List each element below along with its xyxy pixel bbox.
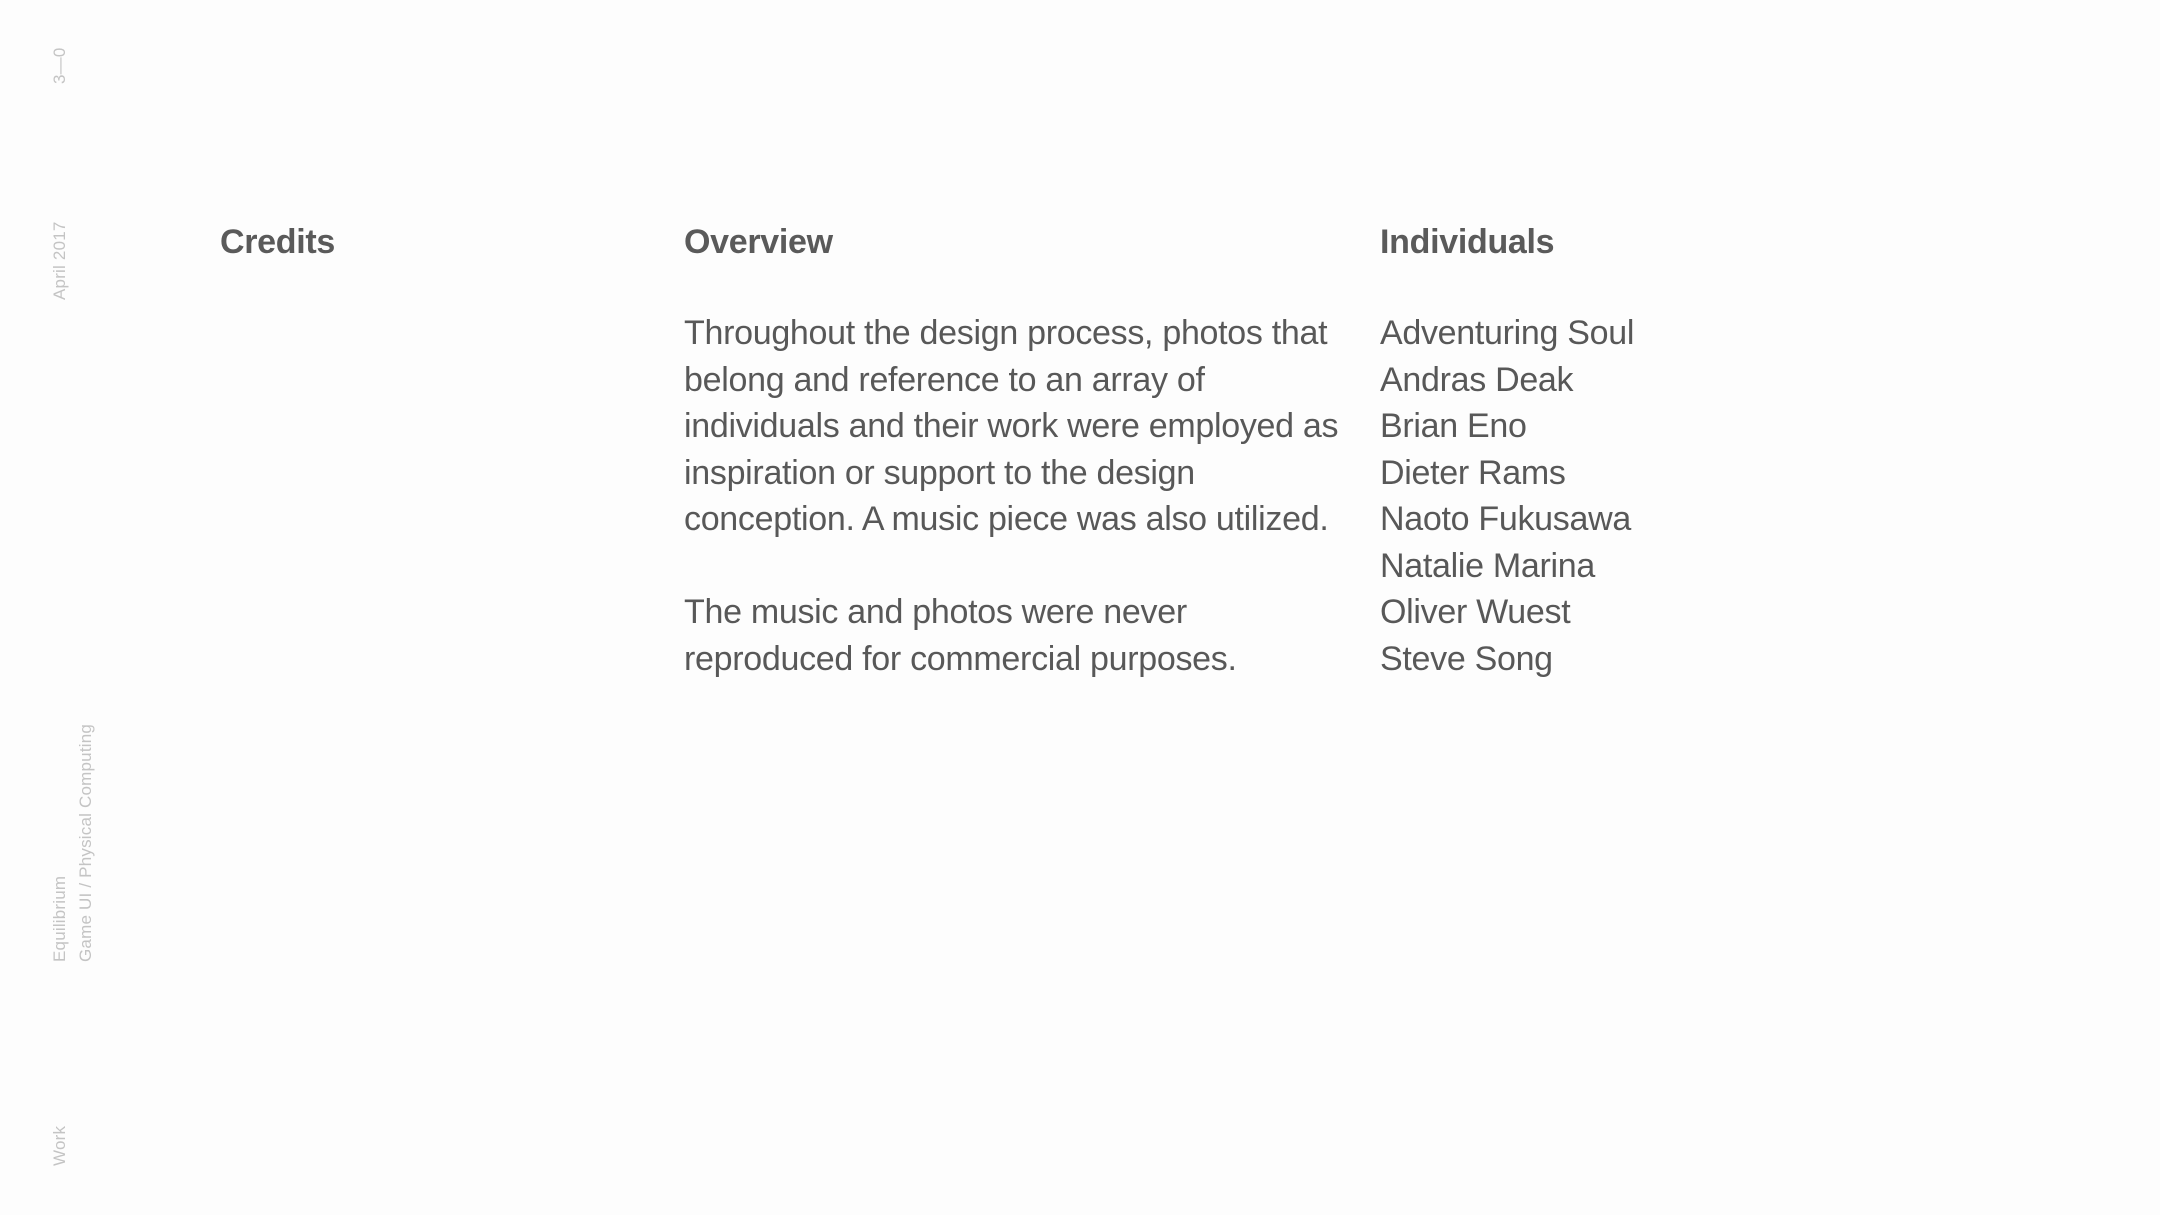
individuals-list	[1380, 310, 1880, 682]
slide-number: 3—0	[50, 47, 69, 84]
individual-name: Oliver Wuest	[1380, 593, 1571, 631]
overview-paragraph: Throughout the design process, photos that belong and reference to an array of individuals and their work were employed as inspiration or support to the design conception. A music piece was also utilized.	[684, 314, 1339, 538]
project-title: Equilibrium	[50, 875, 69, 962]
individual-name: Andras Deak	[1380, 360, 1574, 399]
individuals-heading: Individuals	[1380, 223, 1555, 261]
overview-heading: Overview	[684, 223, 833, 261]
individual-name: Adventuring Soul	[1380, 314, 1635, 352]
individual-name: Steve Song	[1380, 639, 1553, 678]
credits-heading: Credits	[220, 223, 336, 261]
overview-text	[684, 310, 1364, 729]
individual-name: Naoto Fukusawa	[1380, 500, 1631, 538]
overview-paragraph: The music and photos were never reproduced for commercial purposes.	[684, 593, 1237, 678]
project-subtitle: Game UI / Physical Computing	[76, 723, 95, 962]
date-label: April 2017	[50, 221, 69, 300]
individual-name: Natalie Marina	[1380, 546, 1596, 585]
section-label[interactable]: Work	[50, 1125, 69, 1166]
individual-name: Brian Eno	[1380, 407, 1527, 445]
individual-name: Dieter Rams	[1380, 453, 1566, 492]
